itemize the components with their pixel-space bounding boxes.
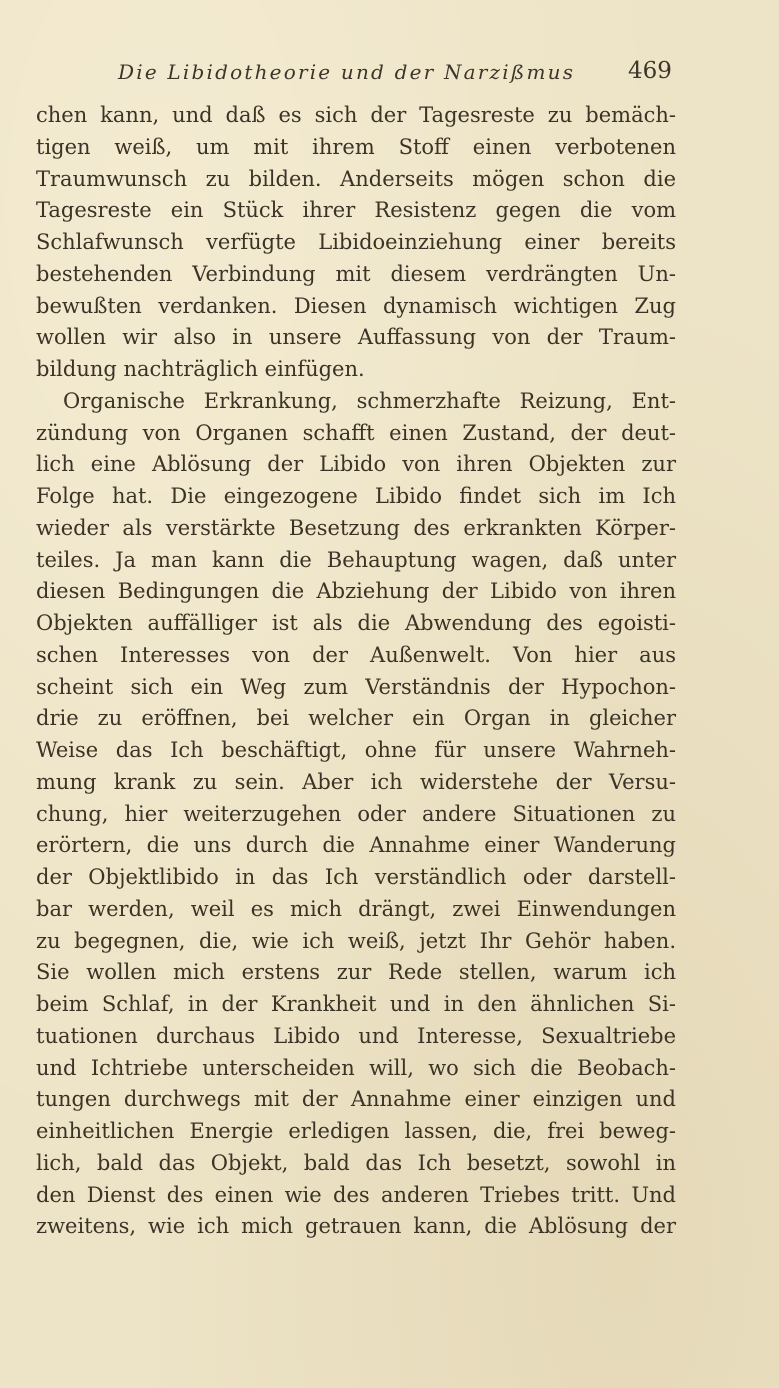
text-line: bestehenden Verbindung mit diesem verdrängten Un-: [36, 261, 676, 286]
text-line: chung, hier weiterzugehen oder andere Situationen zu: [36, 801, 676, 826]
text-line: der Objektlibido in das Ich verständlich oder darstell-: [36, 865, 676, 889]
text-line: bewußten verdanken. Diesen dynamisch wichtigen Zug: [36, 293, 676, 318]
text-line: chen kann, und daß es sich der Tagesreste zu bemäch-: [36, 103, 676, 127]
text-line: lich, bald das Objekt, bald das Ich besetzt, sowohl in: [36, 1150, 676, 1175]
body-text: [36, 100, 676, 1243]
text-line: diesen Bedingungen die Abziehung der Libido von ihren: [36, 579, 676, 604]
text-line: schen Interesses von der Außenwelt. Von hier aus: [36, 642, 676, 667]
text-line: Weise das Ich beschäftigt, ohne für unsere Wahrneh-: [36, 738, 676, 762]
text-line: beim Schlaf, in der Krankheit und in den ähnlichen Si-: [36, 992, 676, 1016]
text-line: tigen weiß, um mit ihrem Stoff einen verbotenen: [36, 134, 676, 159]
text-line: drie zu eröffnen, bei welcher ein Organ in gleicher: [36, 706, 676, 731]
text-line: Tagesreste ein Stück ihrer Resistenz gegen die vom: [36, 198, 676, 223]
text-line: Folge hat. Die eingezogene Libido findet sich im Ich: [36, 484, 676, 508]
text-line: wieder als verstärkte Besetzung des erkrankten Körper-: [36, 515, 676, 540]
paragraph-first-line: Organische Erkrankung, schmerzhafte Reizung, Ent-: [63, 388, 676, 413]
text-line: Objekten auffälliger ist als die Abwendung des egoisti-: [36, 611, 676, 635]
paragraph-last-line: bildung nachträglich einfügen.: [36, 357, 365, 381]
text-line: mung krank zu sein. Aber ich widerstehe der Versu-: [36, 769, 676, 794]
text-line: tuationen durchaus Libido und Interesse, Sexualtriebe: [36, 1023, 676, 1048]
text-line: Schlafwunsch verfügte Libidoeinziehung einer bereits: [36, 230, 676, 254]
text-line: und Ichtriebe unterscheiden will, wo sich die Beobach-: [36, 1055, 676, 1080]
text-line: scheint sich ein Weg zum Verständnis der Hypochon-: [36, 674, 676, 699]
text-line: tungen durchwegs mit der Annahme einer einzigen und: [36, 1087, 676, 1112]
text-line: Sie wollen mich erstens zur Rede stellen, warum ich: [36, 960, 676, 985]
text-line: erörtern, die uns durch die Annahme einer Wanderung: [36, 833, 676, 858]
text-line: zündung von Organen schafft einen Zustand, der deut-: [36, 420, 676, 445]
page-number: 469: [628, 58, 672, 84]
text-line: einheitlichen Energie erledigen lassen, die, frei beweg-: [36, 1119, 676, 1143]
text-line: lich eine Ablösung der Libido von ihren Objekten zur: [36, 452, 676, 477]
text-line: zu begegnen, die, wie ich weiß, jetzt Ihr Gehör haben.: [36, 928, 676, 953]
running-title: Die Libidotheorie und der Narzißmus: [118, 60, 576, 84]
text-line: teiles. Ja man kann die Behauptung wagen, daß unter: [36, 547, 676, 572]
text-line: zweitens, wie ich mich getrauen kann, die Ablösung der: [36, 1214, 676, 1239]
running-head: [0, 60, 779, 90]
text-line: Traumwunsch zu bilden. Anderseits mögen schon die: [36, 166, 676, 191]
text-line: bar werden, weil es mich drängt, zwei Einwendungen: [36, 896, 676, 921]
text-line: wollen wir also in unsere Auffassung von der Traum-: [36, 325, 676, 350]
text-line: den Dienst des einen wie des anderen Triebes tritt. Und: [36, 1182, 676, 1207]
